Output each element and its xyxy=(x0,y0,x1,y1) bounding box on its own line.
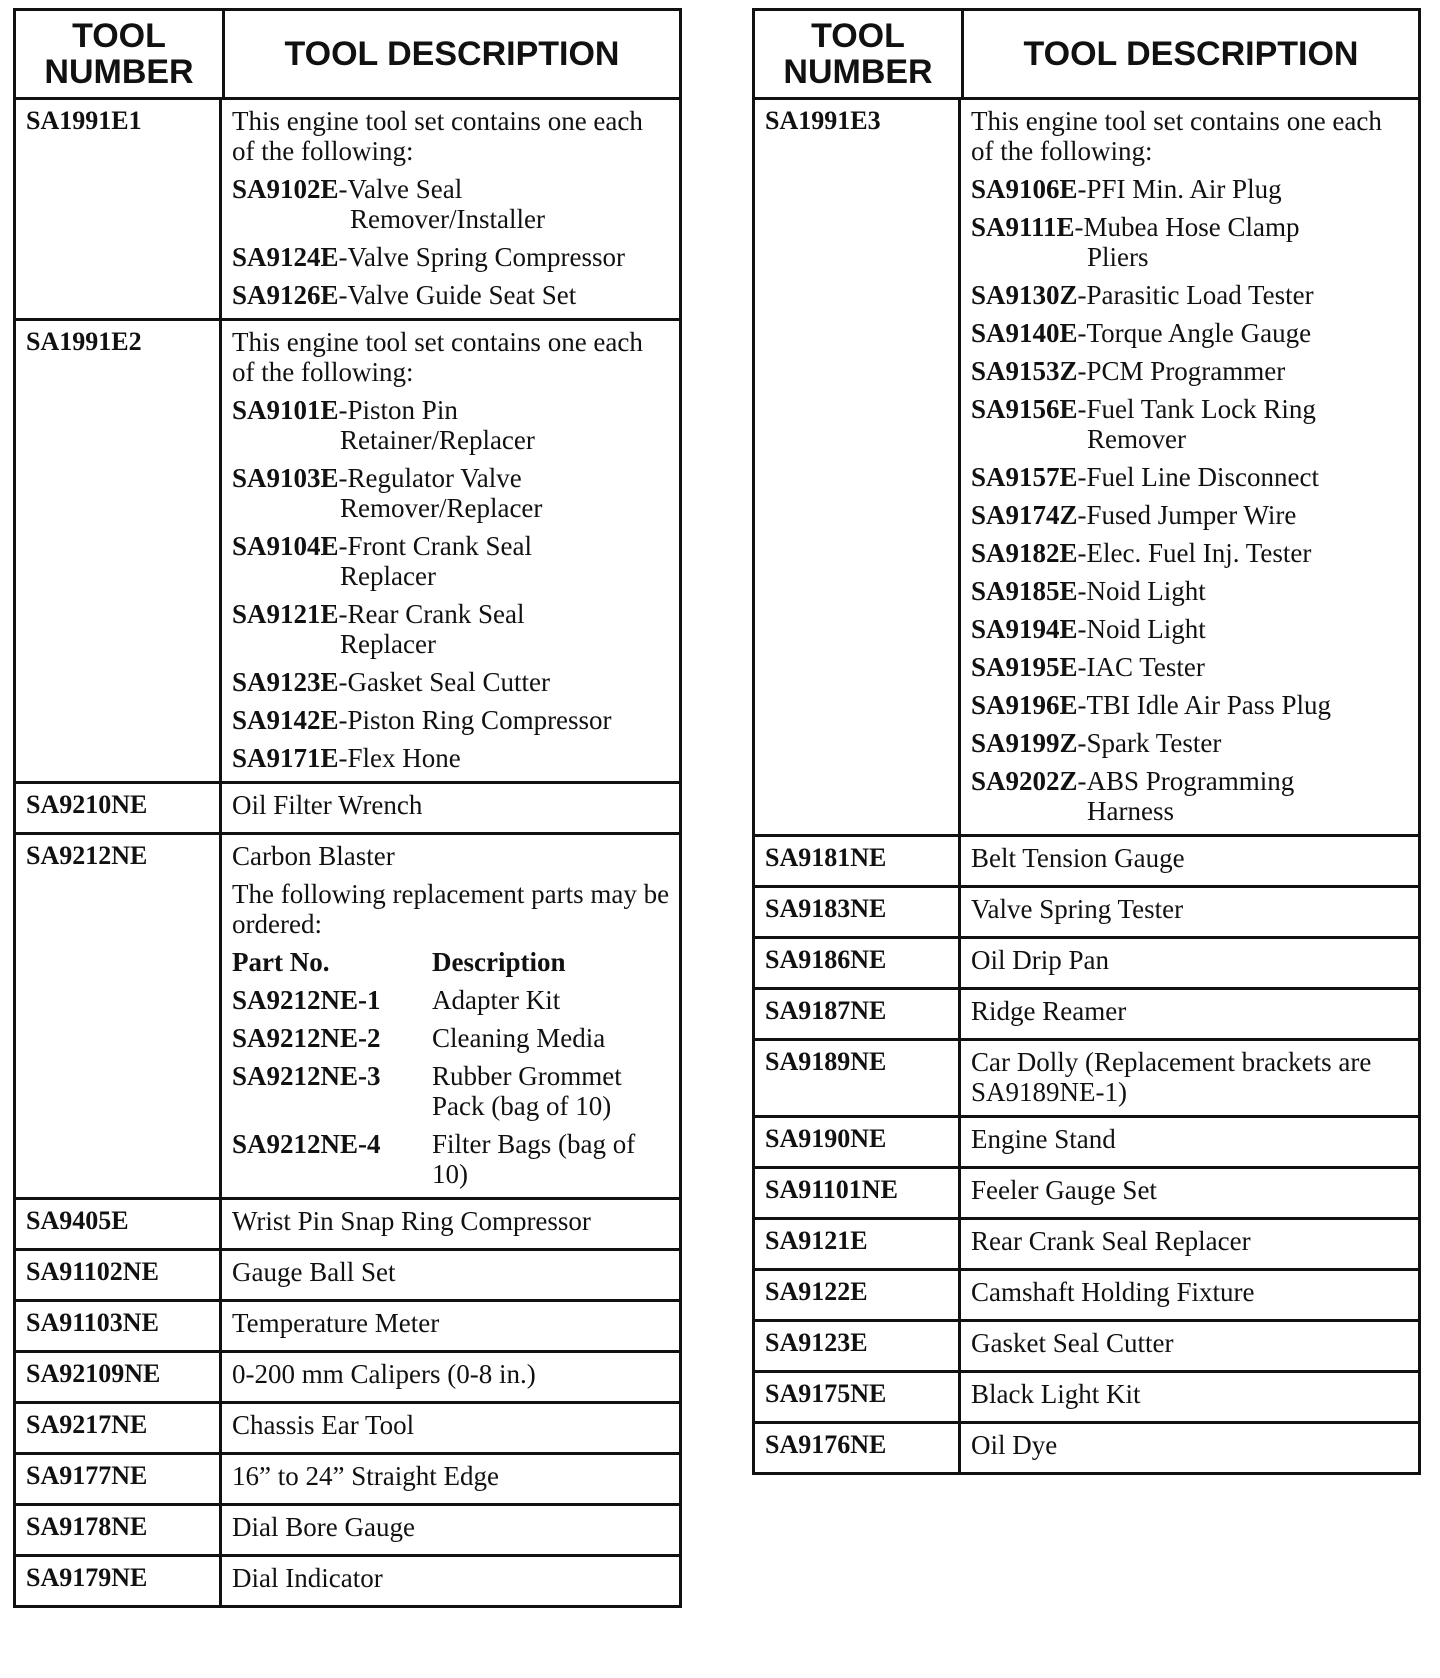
table-row xyxy=(16,1200,679,1251)
col-part-no: Part No. xyxy=(232,947,330,977)
item-name: -Spark Tester xyxy=(1077,728,1222,758)
set-intro: This engine tool set contains one each of the following: xyxy=(232,106,643,166)
item-cont: Harness xyxy=(1087,796,1174,826)
part-number: SA9212NE-4 xyxy=(232,1129,381,1159)
item-code: SA9126E xyxy=(232,280,339,310)
item-name: -Front Crank Seal xyxy=(338,531,533,561)
header-tool-description: TOOL DESCRIPTION xyxy=(1023,35,1359,73)
item-name: -Regulator Valve xyxy=(338,463,522,493)
tool-number: SA1991E3 xyxy=(755,100,961,834)
item-name: -Valve Seal xyxy=(338,174,463,204)
item-cont: Replacer xyxy=(340,629,436,659)
set-item xyxy=(232,667,671,697)
item-code: SA9106E xyxy=(971,174,1078,204)
table-row xyxy=(16,321,679,784)
set-item xyxy=(232,395,671,455)
item-code: SA9130Z xyxy=(971,280,1078,310)
table-row xyxy=(755,1373,1418,1424)
table-row xyxy=(16,1455,679,1506)
tool-number: SA91103NE xyxy=(16,1302,222,1350)
table-row xyxy=(755,100,1418,837)
item-cont: Replacer xyxy=(340,561,436,591)
set-item xyxy=(971,690,1410,720)
set-item xyxy=(971,576,1410,606)
item-name: -PFI Min. Air Plug xyxy=(1077,174,1282,204)
item-name: -Noid Light xyxy=(1077,576,1206,606)
table-row xyxy=(16,1302,679,1353)
part-row xyxy=(232,1129,671,1189)
tool-number: SA9189NE xyxy=(755,1041,961,1115)
set-item xyxy=(232,743,671,773)
tool-number: SA9212NE xyxy=(16,835,222,1197)
tool-number: SA9187NE xyxy=(755,990,961,1038)
set-item xyxy=(232,531,671,591)
table-row xyxy=(16,1557,679,1605)
item-code: SA9174Z xyxy=(971,500,1078,530)
item-cont: Pliers xyxy=(1087,242,1149,272)
tool-description: Oil Filter Wrench xyxy=(232,790,423,820)
set-item xyxy=(232,174,671,234)
tool-number: SA9175NE xyxy=(755,1373,961,1421)
tool-description: Chassis Ear Tool xyxy=(232,1410,415,1440)
item-code: SA9124E xyxy=(232,242,339,272)
item-name: -Mubea Hose Clamp xyxy=(1074,212,1300,242)
item-name: -Piston Ring Compressor xyxy=(338,705,612,735)
tool-number: SA9122E xyxy=(755,1271,961,1319)
part-row xyxy=(232,1023,671,1053)
item-name: -Flex Hone xyxy=(338,743,461,773)
item-code: SA9157E xyxy=(971,462,1078,492)
tool-number: SA1991E2 xyxy=(16,321,222,781)
table-row xyxy=(755,888,1418,939)
item-code: SA9102E xyxy=(232,174,339,204)
replacement-parts-table xyxy=(232,947,671,1189)
item-name: -Torque Angle Gauge xyxy=(1077,318,1312,348)
tool-number: SA1991E1 xyxy=(16,100,222,318)
item-name: -Valve Guide Seat Set xyxy=(338,280,577,310)
set-item xyxy=(232,599,671,659)
table-row xyxy=(16,1404,679,1455)
item-code: SA9111E xyxy=(971,212,1075,242)
set-item xyxy=(971,614,1410,644)
set-item xyxy=(971,212,1410,272)
header-tool-number: TOOL NUMBER xyxy=(16,11,225,97)
tool-description: Valve Spring Tester xyxy=(971,894,1184,924)
tool-description: Ridge Reamer xyxy=(971,996,1127,1026)
item-code: SA9153Z xyxy=(971,356,1078,386)
tool-description: Oil Drip Pan xyxy=(971,945,1109,975)
set-item xyxy=(971,356,1410,386)
item-code: SA9202Z xyxy=(971,766,1078,796)
table-row xyxy=(755,1041,1418,1118)
set-item xyxy=(232,280,671,310)
set-item xyxy=(971,766,1410,826)
tool-description xyxy=(222,321,679,781)
tool-description: Car Dolly (Replacement brackets are SA9189NE-1) xyxy=(971,1047,1372,1107)
set-item xyxy=(971,318,1410,348)
replacement-note: The following replacement parts may be ordered: xyxy=(232,879,670,939)
tool-number: SA92109NE xyxy=(16,1353,222,1401)
item-name: -Noid Light xyxy=(1077,614,1206,644)
item-code: SA9121E xyxy=(232,599,339,629)
tool-number: SA9179NE xyxy=(16,1557,222,1605)
item-code: SA9156E xyxy=(971,394,1078,424)
set-item xyxy=(971,280,1410,310)
part-number: SA9212NE-2 xyxy=(232,1023,381,1053)
tool-description: Temperature Meter xyxy=(232,1308,440,1338)
carbon-desc: Carbon Blaster xyxy=(232,841,395,871)
tool-number: SA9217NE xyxy=(16,1404,222,1452)
table-row xyxy=(755,1118,1418,1169)
tool-number: SA91102NE xyxy=(16,1251,222,1299)
set-item xyxy=(232,242,671,272)
header-tool-number: TOOL NUMBER xyxy=(755,11,964,97)
tool-description: Dial Indicator xyxy=(232,1563,383,1593)
right-tool-table xyxy=(752,8,1421,1475)
table-row xyxy=(16,100,679,321)
item-name: -Gasket Seal Cutter xyxy=(338,667,550,697)
col-description: Description xyxy=(432,947,566,977)
tool-description xyxy=(961,100,1418,834)
table-header xyxy=(16,11,679,100)
item-cont: Retainer/Replacer xyxy=(340,425,535,455)
set-item xyxy=(971,652,1410,682)
item-code: SA9103E xyxy=(232,463,339,493)
item-code: SA9140E xyxy=(971,318,1078,348)
tool-description: Camshaft Holding Fixture xyxy=(971,1277,1255,1307)
item-code: SA9185E xyxy=(971,576,1078,606)
tool-number: SA9183NE xyxy=(755,888,961,936)
table-row xyxy=(755,837,1418,888)
tool-number: SA9176NE xyxy=(755,1424,961,1472)
item-name: -Fuel Line Disconnect xyxy=(1077,462,1319,492)
item-name: -TBI Idle Air Pass Plug xyxy=(1077,690,1332,720)
table-row xyxy=(16,784,679,835)
item-name: -Rear Crank Seal xyxy=(338,599,525,629)
item-cont: Remover xyxy=(1087,424,1186,454)
item-code: SA9196E xyxy=(971,690,1078,720)
item-name: -ABS Programming xyxy=(1077,766,1295,796)
tool-number: SA9186NE xyxy=(755,939,961,987)
part-row xyxy=(232,1061,671,1121)
set-item xyxy=(232,705,671,735)
table-row xyxy=(755,990,1418,1041)
parts-header xyxy=(232,947,671,977)
tool-number: SA9181NE xyxy=(755,837,961,885)
item-name: -Piston Pin xyxy=(338,395,458,425)
item-name: -IAC Tester xyxy=(1077,652,1205,682)
table-row xyxy=(755,939,1418,990)
item-cont: Remover/Replacer xyxy=(340,493,543,523)
item-code: SA9171E xyxy=(232,743,339,773)
table-row xyxy=(755,1424,1418,1472)
set-intro: This engine tool set contains one each of the following: xyxy=(232,327,643,387)
part-number: SA9212NE-1 xyxy=(232,985,381,1015)
part-row xyxy=(232,985,671,1015)
table-row xyxy=(16,1506,679,1557)
table-row xyxy=(755,1322,1418,1373)
tool-description: Oil Dye xyxy=(971,1430,1058,1460)
set-item xyxy=(971,728,1410,758)
tool-description: Gasket Seal Cutter xyxy=(971,1328,1174,1358)
tool-description: Engine Stand xyxy=(971,1124,1116,1154)
part-description: Filter Bags (bag of 10) xyxy=(432,1129,636,1189)
header-tool-description: TOOL DESCRIPTION xyxy=(284,35,620,73)
table-header xyxy=(755,11,1418,100)
item-code: SA9104E xyxy=(232,531,339,561)
tool-description xyxy=(222,100,679,318)
item-name: -Parasitic Load Tester xyxy=(1077,280,1314,310)
item-code: SA9182E xyxy=(971,538,1078,568)
tool-number: SA9210NE xyxy=(16,784,222,832)
tool-number: SA9121E xyxy=(755,1220,961,1268)
item-name: -Valve Spring Compressor xyxy=(338,242,625,272)
tool-description: Gauge Ball Set xyxy=(232,1257,396,1287)
part-description: Rubber Grommet Pack (bag of 10) xyxy=(432,1061,622,1121)
tool-number: SA9190NE xyxy=(755,1118,961,1166)
item-code: SA9101E xyxy=(232,395,339,425)
part-description: Cleaning Media xyxy=(432,1023,606,1053)
item-code: SA9194E xyxy=(971,614,1078,644)
tool-number: SA9405E xyxy=(16,1200,222,1248)
tool-number: SA9177NE xyxy=(16,1455,222,1503)
item-code: SA9199Z xyxy=(971,728,1078,758)
set-item xyxy=(971,462,1410,492)
tool-number: SA91101NE xyxy=(755,1169,961,1217)
item-name: -Fuel Tank Lock Ring xyxy=(1077,394,1316,424)
tool-description: 16” to 24” Straight Edge xyxy=(232,1461,499,1491)
tool-number: SA9178NE xyxy=(16,1506,222,1554)
set-item xyxy=(232,463,671,523)
set-item xyxy=(971,500,1410,530)
tool-description: Belt Tension Gauge xyxy=(971,843,1185,873)
set-item xyxy=(971,174,1410,204)
item-name: -Elec. Fuel Inj. Tester xyxy=(1077,538,1312,568)
tool-number: SA9123E xyxy=(755,1322,961,1370)
tool-description: Rear Crank Seal Replacer xyxy=(971,1226,1251,1256)
tool-description: Feeler Gauge Set xyxy=(971,1175,1157,1205)
item-name: -PCM Programmer xyxy=(1077,356,1286,386)
item-cont: Remover/Installer xyxy=(350,204,545,234)
tool-description: Dial Bore Gauge xyxy=(232,1512,415,1542)
set-item xyxy=(971,394,1410,454)
tool-description: Wrist Pin Snap Ring Compressor xyxy=(232,1206,591,1236)
table-row xyxy=(16,835,679,1200)
part-number: SA9212NE-3 xyxy=(232,1061,381,1091)
item-code: SA9123E xyxy=(232,667,339,697)
item-name: -Fused Jumper Wire xyxy=(1077,500,1297,530)
item-code: SA9195E xyxy=(971,652,1078,682)
table-row xyxy=(755,1220,1418,1271)
set-item xyxy=(971,538,1410,568)
tool-description: 0-200 mm Calipers (0-8 in.) xyxy=(232,1359,536,1389)
table-row xyxy=(16,1251,679,1302)
left-tool-table xyxy=(13,8,682,1608)
table-row xyxy=(16,1353,679,1404)
set-intro: This engine tool set contains one each of the following: xyxy=(971,106,1382,166)
part-description: Adapter Kit xyxy=(432,985,561,1015)
item-code: SA9142E xyxy=(232,705,339,735)
tool-description: Black Light Kit xyxy=(971,1379,1141,1409)
table-row xyxy=(755,1169,1418,1220)
tool-description xyxy=(222,835,679,1197)
table-row xyxy=(755,1271,1418,1322)
